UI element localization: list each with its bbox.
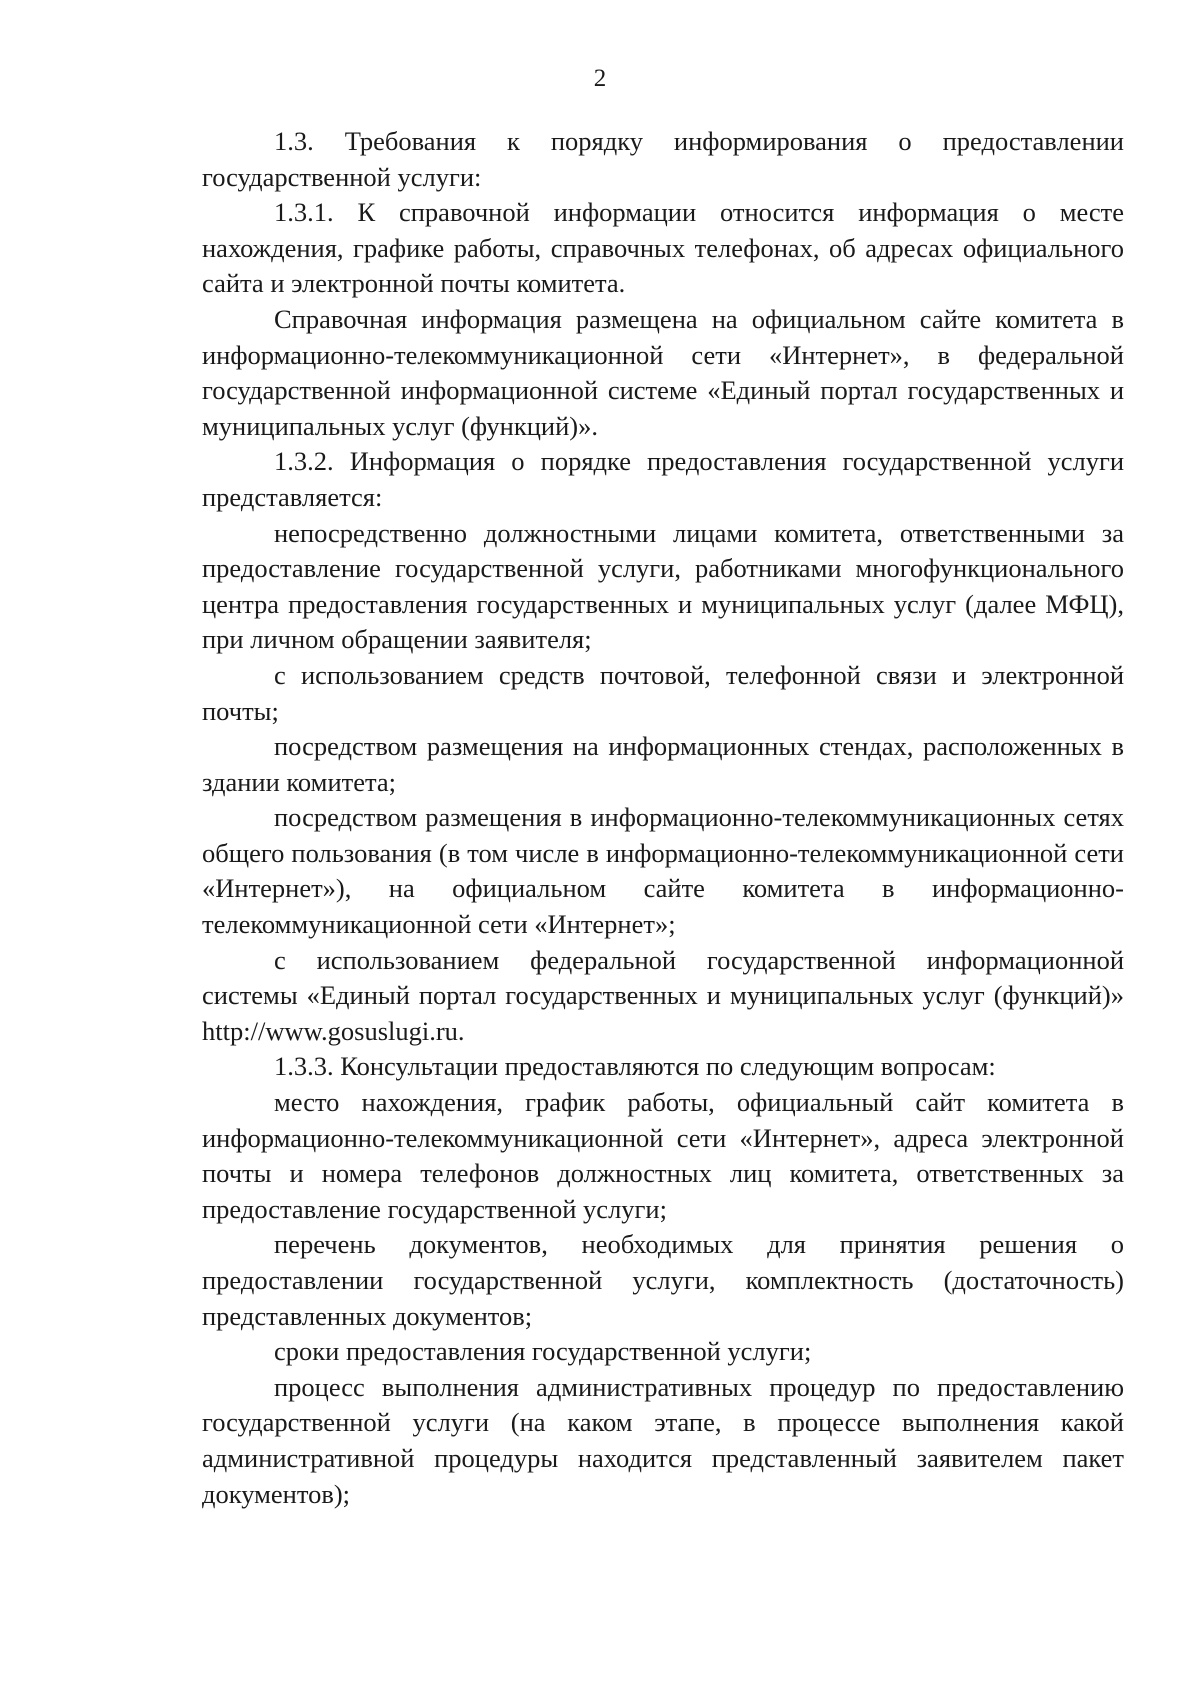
paragraph-location-schedule: место нахождения, график работы, официальный сайт комитета в информационно-телекоммуникационной сети «Интернет», адреса электронной почты и номера телефонов должностных лиц комитета, ответственных за предоставление государственной услуги; <box>202 1087 1124 1224</box>
page-number: 2 <box>593 65 607 92</box>
paragraph-1-3-1: 1.3.1. К справочной информации относится информация о месте нахождения, графике работы, справочных телефонах, об адресах официального сайта и электронной почты комитета. <box>202 197 1124 299</box>
paragraph-postal-phone: с использованием средств почтовой, телефонной связи и электронной почты; <box>202 659 1124 726</box>
paragraph-administrative-process: процесс выполнения административных процедур по предоставлению государственной услуги (на каком этапе, в процессе выполнения какой административной процедуры находится представленный заявителем пакет документов); <box>202 1371 1124 1509</box>
paragraph-gosuslugi-portal: с использованием федеральной государственной информационной системы «Единый портал государственных и муниципальных услуг (функций)» http://www.gosuslugi.ru. <box>202 944 1124 1046</box>
paragraph-info-stands: посредством размещения на информационных стендах, расположенных в здании комитета; <box>202 731 1124 797</box>
paragraph-1-3-2: 1.3.2. Информация о порядке предоставления государственной услуги представляется: <box>202 446 1124 512</box>
paragraph-1-3-3: 1.3.3. Консультации предоставляются по следующим вопросам: <box>274 1051 996 1082</box>
paragraph-service-deadlines: сроки предоставления государственной услуги; <box>274 1336 812 1367</box>
paragraph-1-3: 1.3. Требования к порядку информирования о предоставлении государственной услуги: <box>202 126 1124 192</box>
paragraph-reference-info: Справочная информация размещена на официальном сайте комитета в информационно-телекоммуникационной сети «Интернет», в федеральной государственной информационной системе «Единый портал государственных и муниципальных услуг (функций)». <box>202 303 1124 441</box>
paragraph-document-list: перечень документов, необходимых для принятия решения о предоставлении государственной услуги, комплектность (достаточность) представленных документов; <box>202 1229 1124 1331</box>
document-body <box>202 124 1124 1512</box>
paragraph-public-networks: посредством размещения в информационно-телекоммуникационных сетях общего пользования (в том числе в информационно-телекоммуникационной сети «Интернет»), на официальном сайте комитета в информационно-телекоммуникационной сети «Интернет»; <box>202 802 1124 940</box>
paragraph-directly-officials: непосредственно должностными лицами комитета, ответственными за предоставление государственной услуги, работниками многофункционального центра предоставления государственных и муниципальных услуг (далее МФЦ), при личном обращении заявителя; <box>202 517 1124 655</box>
